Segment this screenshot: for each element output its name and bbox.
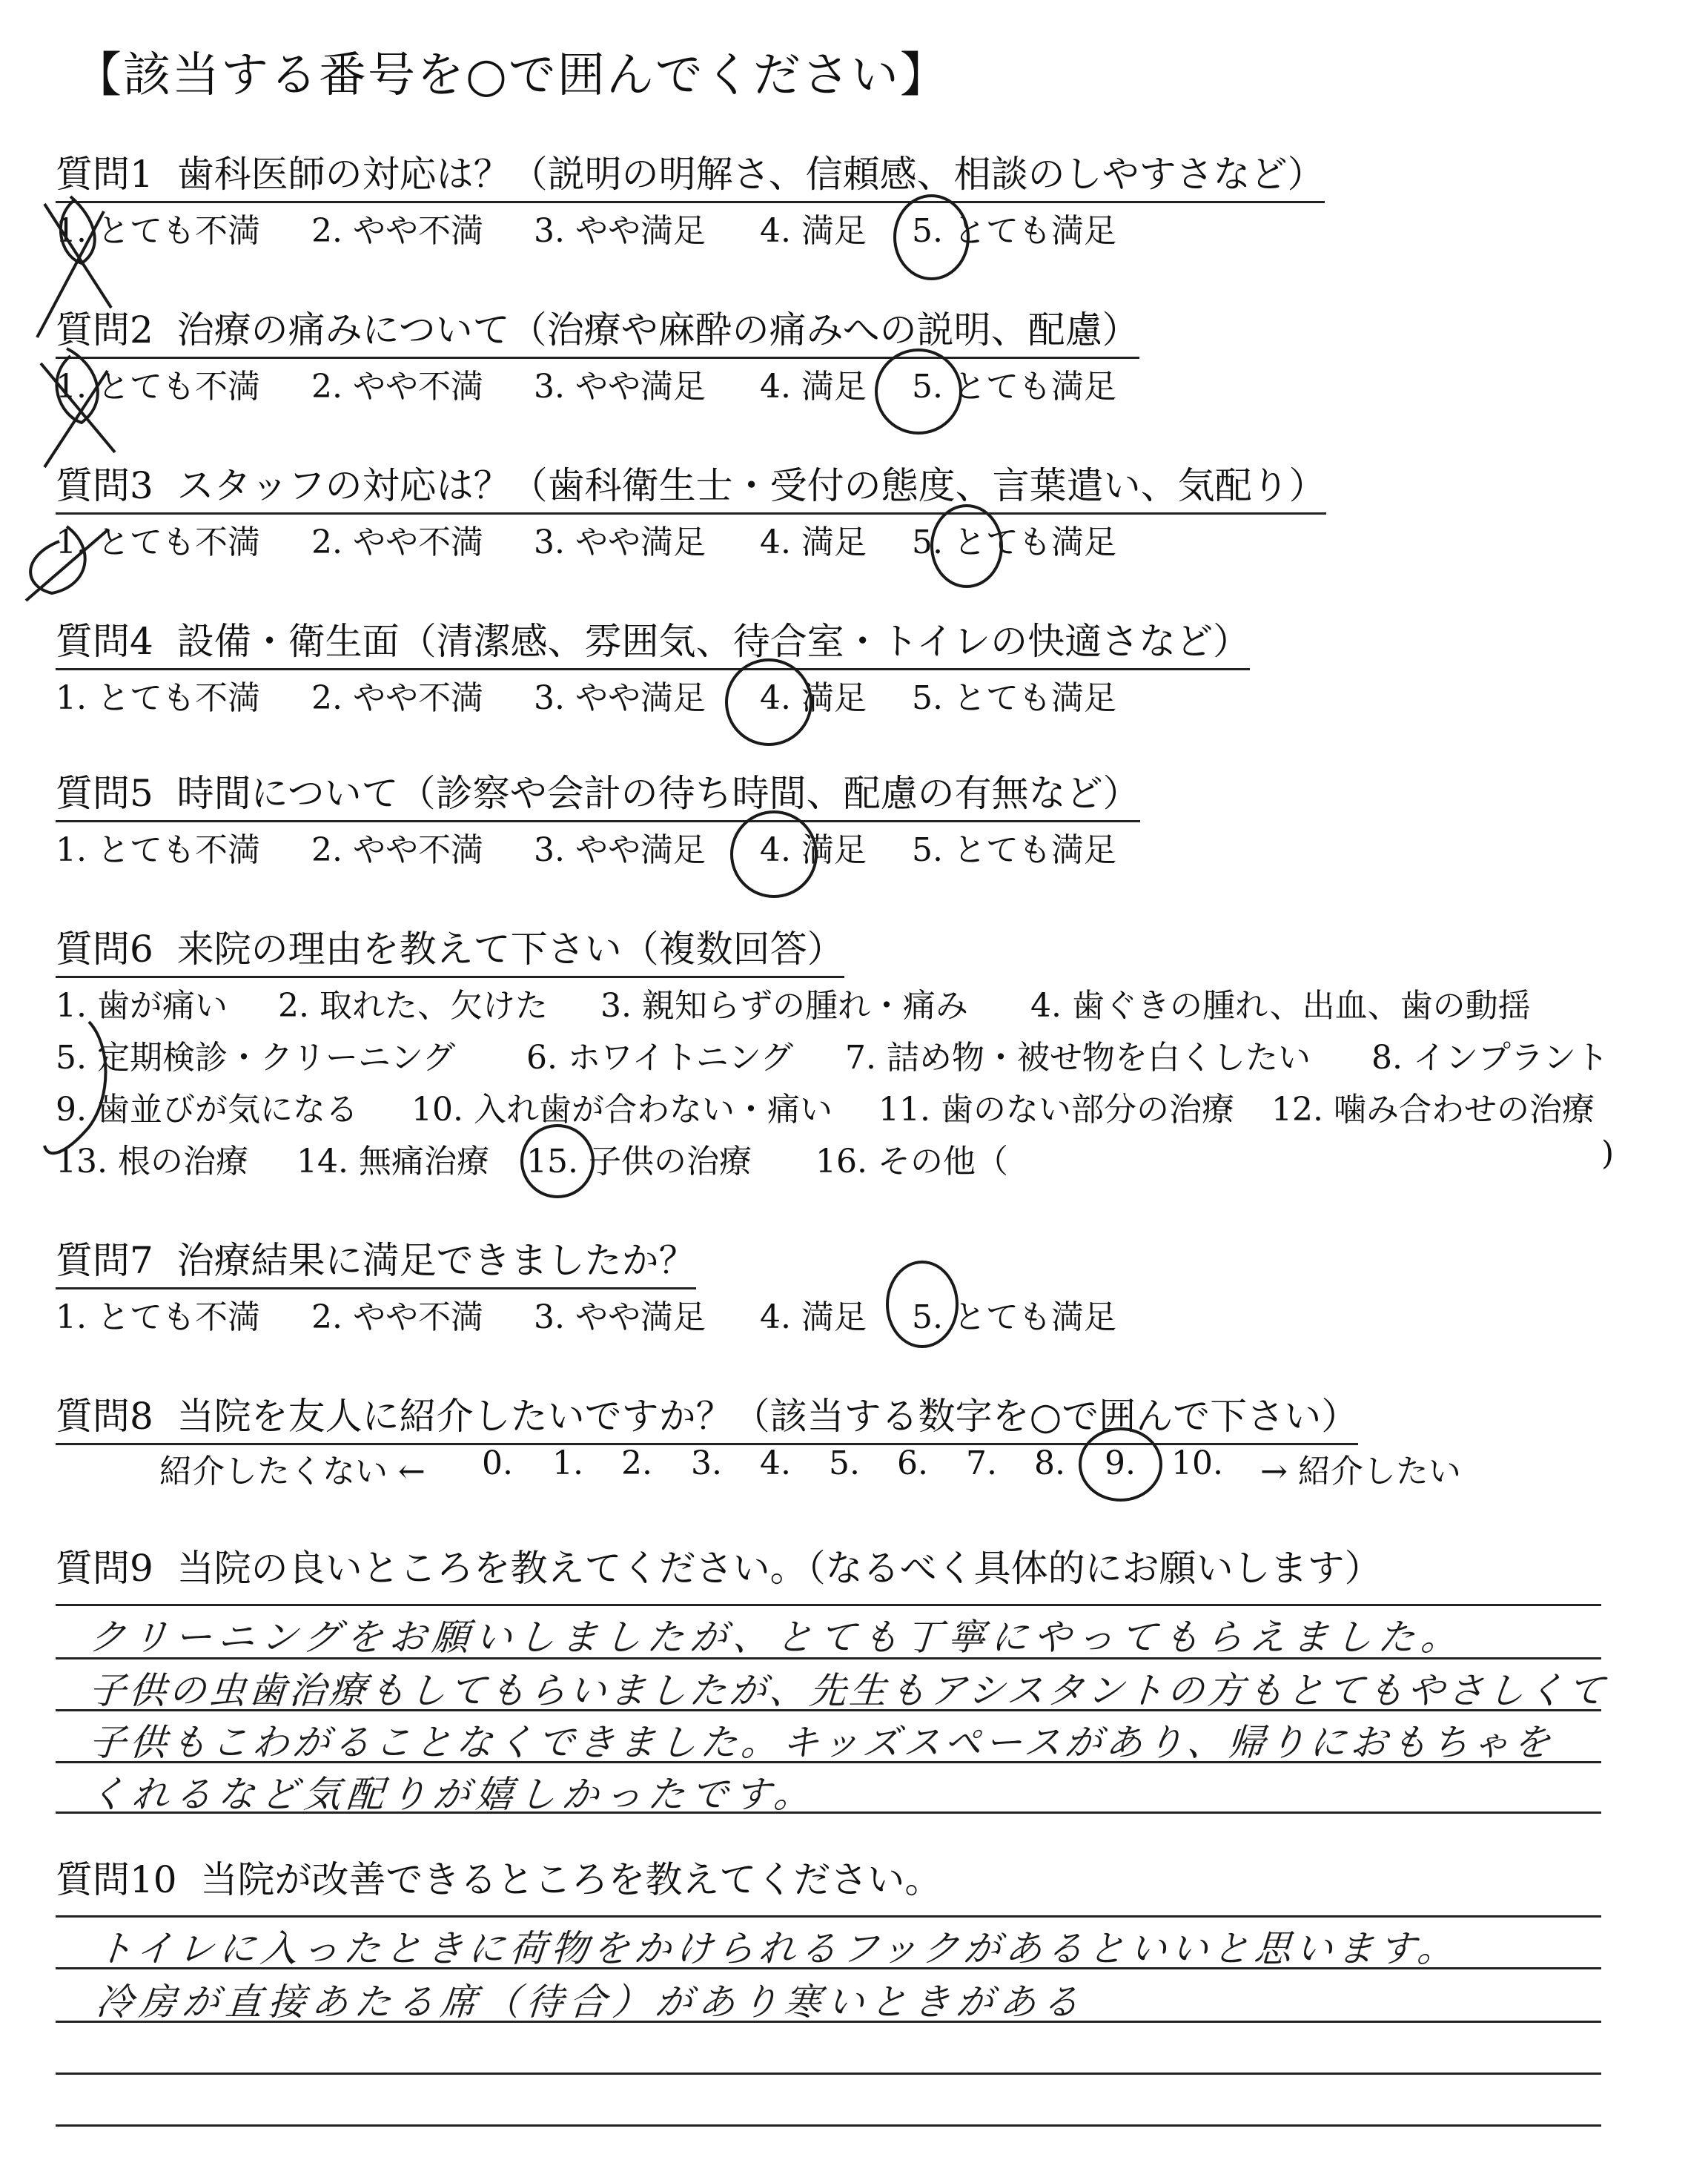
option-2[interactable]: 2. やや不満 xyxy=(311,368,483,406)
option-5[interactable]: 5. とても満足 xyxy=(912,1298,1116,1336)
scale-left-label: 紹介したくない ← xyxy=(159,1453,426,1490)
question-1-heading xyxy=(56,145,1325,203)
reason-option[interactable]: 12. 噛み合わせの治療 xyxy=(1271,1091,1595,1129)
score-option[interactable]: 8. xyxy=(1034,1444,1065,1482)
handwritten-answer-line: クリーニングをお願いしましたが、とても丁寧にやってもらえました。 xyxy=(87,1616,1466,1659)
option-2[interactable]: 2. やや不満 xyxy=(311,1298,483,1336)
question-text: 来院の理由を教えて下さい（複数回答） xyxy=(176,928,844,971)
score-option[interactable]: 4. xyxy=(760,1444,791,1482)
form-instruction: 【該当する番号を○で囲んでください】 xyxy=(74,48,949,103)
handwritten-answer-line: 冷房が直接あたる席（待合）があり寒いときがある xyxy=(94,1981,1087,2024)
question-text: 当院の良いところを教えてください。（なるべく具体的にお願いします） xyxy=(176,1547,1382,1590)
reason-option[interactable]: 11. 歯のない部分の治療 xyxy=(878,1091,1234,1129)
question-label: 質問3 xyxy=(56,464,153,507)
option-2[interactable]: 2. やや不満 xyxy=(311,524,483,561)
option-3[interactable]: 3. やや満足 xyxy=(534,1298,706,1336)
score-option[interactable]: 10. xyxy=(1171,1444,1223,1482)
question-label: 質問4 xyxy=(56,620,153,663)
option-2[interactable]: 2. やや不満 xyxy=(311,212,483,250)
option-5[interactable]: 5. とても満足 xyxy=(912,679,1116,717)
answer-line xyxy=(56,2073,1601,2075)
option-3[interactable]: 3. やや満足 xyxy=(534,679,706,717)
reason-option[interactable]: 5. 定期検診・クリーニング xyxy=(56,1039,456,1077)
reason-option[interactable]: 4. 歯ぐきの腫れ、出血、歯の動揺 xyxy=(1030,987,1531,1025)
option-1[interactable]: 1. とても不満 xyxy=(56,524,260,561)
option-4[interactable]: 4. 満足 xyxy=(760,368,867,406)
option-1[interactable]: 1. とても不満 xyxy=(56,368,260,406)
option-1[interactable]: 1. とても不満 xyxy=(56,1298,260,1336)
option-1[interactable]: 1. とても不満 xyxy=(56,212,260,250)
scale-right-label: → 紹介したい xyxy=(1260,1453,1461,1490)
question-text: 当院を友人に紹介したいですか？（該当する数字を○で囲んで下さい） xyxy=(176,1395,1359,1438)
reason-option-other[interactable]: 16. その他（ xyxy=(815,1143,1008,1180)
question-9-heading xyxy=(56,1539,1382,1592)
reason-option[interactable]: 10. 入れ歯が合わない・痛い xyxy=(411,1091,833,1129)
answer-line xyxy=(56,2124,1601,2127)
option-3[interactable]: 3. やや満足 xyxy=(534,524,706,561)
question-text: 歯科医師の対応は？（説明の明解さ、信頼感、相談のしやすさなど） xyxy=(176,153,1325,196)
option-2[interactable]: 2. やや不満 xyxy=(311,831,483,869)
question-6-heading xyxy=(56,919,844,978)
option-5[interactable]: 5. とても満足 xyxy=(912,368,1116,406)
question-10-heading xyxy=(56,1850,941,1903)
reason-option[interactable]: 13. 根の治療 xyxy=(56,1143,248,1180)
answer-line xyxy=(56,1604,1601,1606)
question-label: 質問6 xyxy=(56,928,153,971)
score-option[interactable]: 7. xyxy=(966,1444,997,1482)
score-option[interactable]: 9. xyxy=(1105,1444,1136,1482)
option-1[interactable]: 1. とても不満 xyxy=(56,679,260,717)
question-text: 治療の痛みについて（治療や麻酔の痛みへの説明、配慮） xyxy=(176,308,1139,351)
question-label: 質問9 xyxy=(56,1547,153,1590)
score-option[interactable]: 6. xyxy=(897,1444,928,1482)
reason-option[interactable]: 8. インプラント xyxy=(1371,1039,1609,1077)
score-option[interactable]: 2. xyxy=(621,1444,652,1482)
question-5-heading xyxy=(56,764,1140,822)
other-close-paren: ) xyxy=(1601,1135,1615,1172)
question-4-heading xyxy=(56,612,1250,670)
question-label: 質問1 xyxy=(56,153,153,196)
option-3[interactable]: 3. やや満足 xyxy=(534,368,706,406)
question-text: スタッフの対応は？（歯科衛生士・受付の態度、言葉遣い、気配り） xyxy=(176,464,1326,507)
question-text: 設備・衛生面（清潔感、雰囲気、待合室・トイレの快適さなど） xyxy=(176,620,1251,663)
cross-out-mark xyxy=(15,512,126,608)
handwritten-answer-line: くれるなど気配りが嬉しかったです。 xyxy=(87,1773,818,1816)
question-label: 質問7 xyxy=(56,1239,153,1282)
reason-option[interactable]: 14. 無痛治療 xyxy=(297,1143,489,1180)
option-3[interactable]: 3. やや満足 xyxy=(534,831,706,869)
score-option[interactable]: 5. xyxy=(829,1444,860,1482)
question-text: 治療結果に満足できましたか？ xyxy=(176,1239,696,1282)
reason-option[interactable]: 7. 詰め物・被せ物を白くしたい xyxy=(845,1039,1311,1077)
option-5[interactable]: 5. とても満足 xyxy=(912,212,1116,250)
cross-out-mark xyxy=(30,341,126,475)
option-4[interactable]: 4. 満足 xyxy=(760,524,867,561)
question-2-heading xyxy=(56,300,1139,359)
handwritten-answer-line: トイレに入ったときに荷物をかけられるフックがあるといいと思います。 xyxy=(94,1927,1460,1970)
option-4[interactable]: 4. 満足 xyxy=(760,212,867,250)
score-option[interactable]: 0. xyxy=(482,1444,513,1482)
question-7-heading xyxy=(56,1231,696,1289)
selection-circle xyxy=(37,1016,119,1172)
reason-option[interactable]: 9. 歯並びが気になる xyxy=(56,1091,358,1129)
option-5[interactable]: 5. とても満足 xyxy=(912,831,1116,869)
question-label: 質問5 xyxy=(56,772,153,815)
score-option[interactable]: 1. xyxy=(552,1444,583,1482)
handwritten-answer-line: 子供もこわがることなくできました。キッズスペースがあり、帰りにおもちゃを xyxy=(87,1721,1556,1764)
question-8-heading xyxy=(56,1387,1358,1445)
option-2[interactable]: 2. やや不満 xyxy=(311,679,483,717)
option-4[interactable]: 4. 満足 xyxy=(760,679,867,717)
reason-option[interactable]: 2. 取れた、欠けた xyxy=(278,987,548,1025)
question-label: 質問8 xyxy=(56,1395,153,1438)
option-1[interactable]: 1. とても不満 xyxy=(56,831,260,869)
question-label: 質問2 xyxy=(56,308,153,351)
reason-option[interactable]: 3. 親知らずの腫れ・痛み xyxy=(600,987,968,1025)
handwritten-answer-line: 子供の虫歯治療もしてもらいましたが、先生もアシスタントの方もとてもやさしくて xyxy=(87,1669,1609,1712)
score-option[interactable]: 3. xyxy=(691,1444,722,1482)
question-text: 時間について（診察や会計の待ち時間、配慮の有無など） xyxy=(176,772,1140,815)
option-3[interactable]: 3. やや満足 xyxy=(534,212,706,250)
question-3-heading xyxy=(56,456,1326,515)
option-4[interactable]: 4. 満足 xyxy=(760,831,867,869)
option-5[interactable]: 5. とても満足 xyxy=(912,524,1116,561)
answer-line xyxy=(56,1915,1601,1918)
question-text: 当院が改善できるところを教えてください。 xyxy=(200,1858,942,1901)
reason-option[interactable]: 1. 歯が痛い xyxy=(56,987,228,1025)
reason-option[interactable]: 6. ホワイトニング xyxy=(526,1039,794,1077)
option-4[interactable]: 4. 満足 xyxy=(760,1298,867,1336)
reason-option[interactable]: 15. 子供の治療 xyxy=(526,1143,752,1180)
question-label: 質問10 xyxy=(56,1858,177,1901)
